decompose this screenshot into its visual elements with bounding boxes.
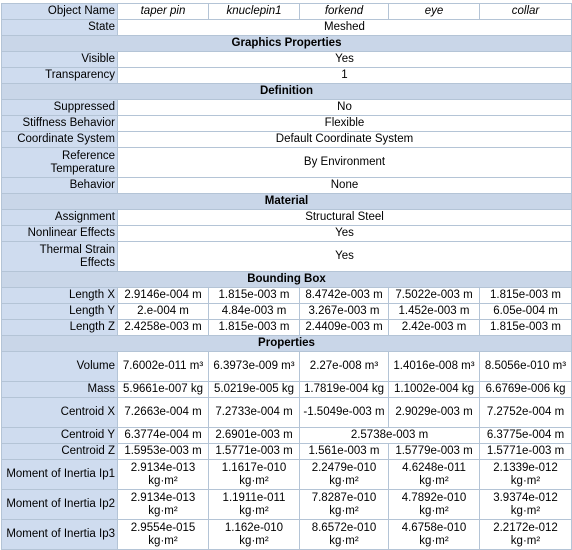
centroid-z-row [2,444,572,460]
mass-cell: 5.9661e-007 kg [118,382,209,398]
behavior-value: None [118,178,572,194]
object-name-row [2,4,572,20]
object-forkend[interactable]: forkend [300,4,389,20]
ip3-cell: 1.162e-010 kg·m² [209,520,300,550]
centroid-y-label: Centroid Y [2,428,118,444]
ip1-cell: 2.9134e-013 kg·m² [118,460,209,490]
visible-label: Visible [2,52,118,68]
centroid-y-cell: 2.6901e-003 m [209,428,300,444]
centroid-z-cell: 1.5779e-003 m [389,444,480,460]
geometry-details-table [1,3,572,550]
stiffness-row [2,116,572,132]
centroid-z-label: Centroid Z [2,444,118,460]
length-y-cell: 1.452e-003 m [389,304,480,320]
reference-temperature-row [2,148,572,178]
centroid-x-cell: 7.2733e-004 m [209,398,300,428]
state-label: State [2,20,118,36]
nonlinear-effects-row [2,226,572,242]
ip2-cell: 7.8287e-010 kg·m² [300,490,389,520]
centroid-x-row [2,398,572,428]
ip1-cell: 1.1617e-010 kg·m² [209,460,300,490]
ip3-cell: 4.6758e-010 kg·m² [389,520,480,550]
section-properties [2,336,572,352]
volume-cell: 7.6002e-011 m³ [118,352,209,382]
length-z-cell: 1.815e-003 m [480,320,572,336]
coordinate-system-row [2,132,572,148]
ip3-cell: 8.6572e-010 kg·m² [300,520,389,550]
length-z-cell: 2.42e-003 m [389,320,480,336]
stiffness-value: Flexible [118,116,572,132]
suppressed-value: No [118,100,572,116]
ip3-cell: 2.9554e-015 kg·m² [118,520,209,550]
length-y-cell: 3.267e-003 m [300,304,389,320]
visible-value: Yes [118,52,572,68]
reference-temperature-label: Reference Temperature [2,148,118,178]
centroid-x-cell: 7.2752e-004 m [480,398,572,428]
centroid-z-cell: 1.5771e-003 m [209,444,300,460]
mass-row [2,382,572,398]
reference-temperature-value: By Environment [118,148,572,178]
length-z-cell: 2.4409e-003 m [300,320,389,336]
section-title-definition: Definition [2,84,572,100]
moment-inertia-ip2-row [2,490,572,520]
centroid-y-cell: 6.3775e-004 m [480,428,572,444]
ip1-cell: 2.1339e-012 kg·m² [480,460,572,490]
length-x-cell: 1.815e-003 m [480,288,572,304]
transparency-row [2,68,572,84]
centroid-y-merged-cell: 2.5738e-003 m [300,428,480,444]
volume-label: Volume [2,352,118,382]
length-x-cell: 8.4742e-003 m [300,288,389,304]
object-name-label: Object Name [2,4,118,20]
object-taper-pin[interactable]: taper pin [118,4,209,20]
nonlinear-effects-value: Yes [118,226,572,242]
length-y-row [2,304,572,320]
centroid-x-cell: 7.2663e-004 m [118,398,209,428]
section-title-material: Material [2,194,572,210]
section-material [2,194,572,210]
ip2-cell: 2.9134e-013 kg·m² [118,490,209,520]
behavior-label: Behavior [2,178,118,194]
thermal-strain-label: Thermal Strain Effects [2,242,118,272]
nonlinear-effects-label: Nonlinear Effects [2,226,118,242]
centroid-x-cell: 2.9029e-003 m [389,398,480,428]
moment-inertia-ip3-row [2,520,572,550]
coordinate-system-label: Coordinate System [2,132,118,148]
section-title-properties: Properties [2,336,572,352]
section-title-bounding-box: Bounding Box [2,272,572,288]
state-row [2,20,572,36]
mass-cell: 1.1002e-004 kg [389,382,480,398]
mass-cell: 1.7819e-004 kg [300,382,389,398]
stiffness-label: Stiffness Behavior [2,116,118,132]
ip3-cell: 2.2172e-012 kg·m² [480,520,572,550]
length-y-label: Length Y [2,304,118,320]
mass-label: Mass [2,382,118,398]
volume-cell: 8.5056e-010 m³ [480,352,572,382]
volume-cell: 6.3973e-009 m³ [209,352,300,382]
thermal-strain-value: Yes [118,242,572,272]
behavior-row [2,178,572,194]
object-collar[interactable]: collar [480,4,572,20]
section-bounding-box [2,272,572,288]
ip1-cell: 2.2479e-010 kg·m² [300,460,389,490]
length-y-cell: 6.05e-004 m [480,304,572,320]
centroid-y-cell: 6.3774e-004 m [118,428,209,444]
ip2-cell: 4.7892e-010 kg·m² [389,490,480,520]
transparency-label: Transparency [2,68,118,84]
volume-cell: 2.27e-008 m³ [300,352,389,382]
state-value: Meshed [118,20,572,36]
length-y-cell: 2.e-004 m [118,304,209,320]
ip2-cell: 3.9374e-012 kg·m² [480,490,572,520]
length-x-cell: 2.9146e-004 m [118,288,209,304]
object-eye[interactable]: eye [389,4,480,20]
ip2-cell: 1.1911e-011 kg·m² [209,490,300,520]
assignment-row [2,210,572,226]
length-x-label: Length X [2,288,118,304]
transparency-value: 1 [118,68,572,84]
length-x-row [2,288,572,304]
volume-cell: 1.4016e-008 m³ [389,352,480,382]
length-z-cell: 1.815e-003 m [209,320,300,336]
thermal-strain-row [2,242,572,272]
mass-cell: 6.6769e-006 kg [480,382,572,398]
section-graphics-properties [2,36,572,52]
object-knuclepin1[interactable]: knuclepin1 [209,4,300,20]
suppressed-label: Suppressed [2,100,118,116]
centroid-y-row [2,428,572,444]
length-y-cell: 4.84e-003 m [209,304,300,320]
section-title-graphics: Graphics Properties [2,36,572,52]
suppressed-row [2,100,572,116]
length-z-label: Length Z [2,320,118,336]
moment-inertia-ip3-label: Moment of Inertia Ip3 [2,520,118,550]
visible-row [2,52,572,68]
length-z-row [2,320,572,336]
centroid-x-cell: -1.5049e-003 m [300,398,389,428]
length-z-cell: 2.4258e-003 m [118,320,209,336]
assignment-label: Assignment [2,210,118,226]
centroid-z-cell: 1.5771e-003 m [480,444,572,460]
coordinate-system-value: Default Coordinate System [118,132,572,148]
section-definition [2,84,572,100]
length-x-cell: 7.5022e-003 m [389,288,480,304]
moment-inertia-ip1-label: Moment of Inertia Ip1 [2,460,118,490]
assignment-value: Structural Steel [118,210,572,226]
mass-cell: 5.0219e-005 kg [209,382,300,398]
ip1-cell: 4.6248e-011 kg·m² [389,460,480,490]
length-x-cell: 1.815e-003 m [209,288,300,304]
volume-row [2,352,572,382]
moment-inertia-ip2-label: Moment of Inertia Ip2 [2,490,118,520]
centroid-z-cell: 1.561e-003 m [300,444,389,460]
centroid-z-cell: 1.5953e-003 m [118,444,209,460]
moment-inertia-ip1-row [2,460,572,490]
centroid-x-label: Centroid X [2,398,118,428]
